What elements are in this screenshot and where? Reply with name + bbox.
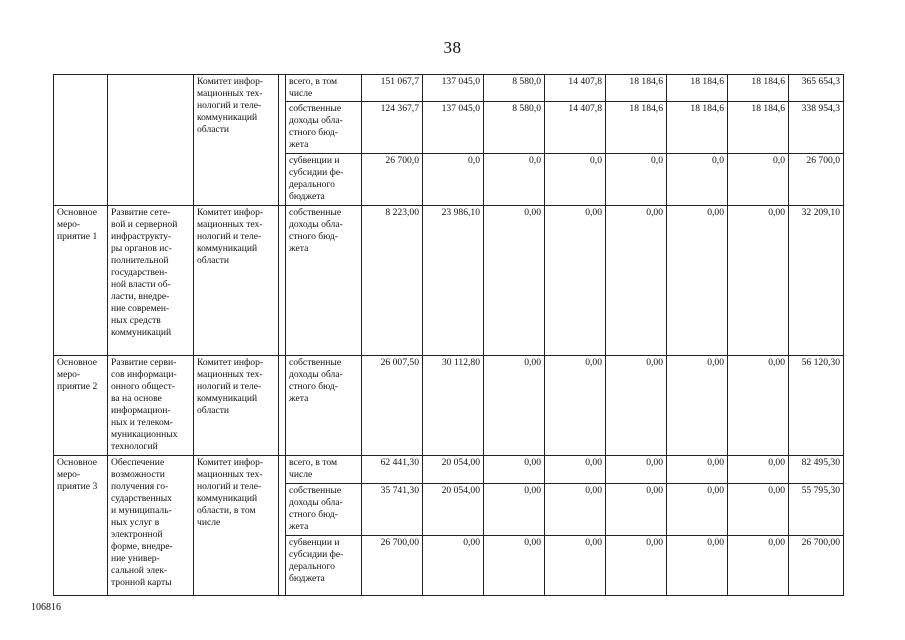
funding-source-cell: [286, 356, 362, 456]
value-cell: 18 184,6: [667, 102, 728, 154]
value-cell: 0,00: [667, 456, 728, 484]
value-cell: 0,0: [484, 154, 545, 206]
value-cell: 137 045,0: [423, 75, 484, 102]
executor-cell-text: Комитет инфор- мационных тех- нологий и теле- коммуникаций области: [197, 76, 264, 135]
value-cell: 0,00: [606, 484, 667, 536]
measure-cell: [54, 75, 108, 206]
value-cell: 23 986,10: [423, 206, 484, 356]
divider-cell: [279, 356, 286, 456]
value-cell: 0,00: [728, 356, 789, 456]
value-cell: 14 407,8: [545, 102, 606, 154]
value-cell: 26 007,50: [362, 356, 423, 456]
value-cell: 0,00: [545, 356, 606, 456]
total-value-cell: 56 120,30: [789, 356, 844, 456]
value-cell: 26 700,0: [362, 154, 423, 206]
funding-source-text: субвенции и субсидии фе- дерального бюджета: [289, 537, 344, 584]
measure-title-cell: [108, 206, 194, 356]
value-cell: 0,00: [545, 456, 606, 484]
value-cell: 18 184,6: [606, 75, 667, 102]
funding-source-cell: [286, 75, 362, 102]
value-cell: 18 184,6: [728, 75, 789, 102]
table-row: [54, 75, 844, 102]
total-value-cell: 26 700,0: [789, 154, 844, 206]
funding-source-cell: [286, 154, 362, 206]
funding-source-text: всего, в том числе: [289, 76, 338, 99]
value-cell: 124 367,7: [362, 102, 423, 154]
measure-cell-text: Основное меро- приятие 3: [57, 457, 98, 492]
divider-cell: [279, 75, 286, 206]
value-cell: 18 184,6: [606, 102, 667, 154]
executor-cell-text: Комитет инфор- мационных тех- нологий и теле- коммуникаций области: [197, 207, 264, 266]
funding-source-text: субвенции и субсидии фе- дерального бюджета: [289, 155, 344, 202]
value-cell: 0,00: [728, 456, 789, 484]
measure-cell-text: Основное меро- приятие 2: [57, 357, 98, 392]
measure-title-cell-text: Развитие сете- вой и серверной инфраструкту- ры органов ис- полнительной государствен- ной власти об- ласти, внедре- ние современ- ных средств коммуникаций: [111, 207, 178, 338]
value-cell: 0,0: [667, 154, 728, 206]
value-cell: 18 184,6: [667, 75, 728, 102]
funding-source-cell: [286, 484, 362, 536]
divider-cell: [279, 456, 286, 596]
funding-source-text: собственные доходы обла- стного бюд- жета: [289, 103, 343, 150]
value-cell: 8 580,0: [484, 102, 545, 154]
measure-cell: [54, 206, 108, 356]
measure-title-cell-text: Развитие серви- сов информаци- онного общест- ва на основе информацион- ных и телеком- муникационных технологий: [111, 357, 178, 452]
value-cell: 0,00: [667, 484, 728, 536]
executor-cell: [194, 456, 279, 596]
budget-table: [53, 74, 844, 596]
value-cell: 26 700,00: [362, 536, 423, 596]
value-cell: 0,0: [728, 154, 789, 206]
total-value-cell: 365 654,3: [789, 75, 844, 102]
total-value-cell: 26 700,00: [789, 536, 844, 596]
measure-title-cell: [108, 356, 194, 456]
divider-cell: [279, 206, 286, 356]
value-cell: 0,0: [606, 154, 667, 206]
value-cell: 18 184,6: [728, 102, 789, 154]
total-value-cell: 55 795,30: [789, 484, 844, 536]
value-cell: 0,00: [728, 536, 789, 596]
value-cell: 0,00: [606, 356, 667, 456]
value-cell: 0,00: [545, 484, 606, 536]
funding-source-cell: [286, 456, 362, 484]
value-cell: 0,00: [667, 536, 728, 596]
table-row: [54, 206, 844, 356]
page-number: 38: [443, 38, 462, 57]
value-cell: 137 045,0: [423, 102, 484, 154]
value-cell: 0,00: [606, 206, 667, 356]
executor-cell-text: Комитет инфор- мационных тех- нологий и теле- коммуникаций области: [197, 357, 264, 416]
measure-cell: [54, 356, 108, 456]
measure-title-cell: [108, 456, 194, 596]
value-cell: 0,0: [423, 154, 484, 206]
value-cell: 0,00: [423, 536, 484, 596]
document-code: 106816: [31, 602, 61, 613]
executor-cell: [194, 206, 279, 356]
funding-source-cell: [286, 536, 362, 596]
value-cell: 8 580,0: [484, 75, 545, 102]
measure-cell: [54, 456, 108, 596]
funding-source-cell: [286, 206, 362, 356]
value-cell: 0,00: [728, 484, 789, 536]
value-cell: 0,00: [606, 456, 667, 484]
measure-cell-text: Основное меро- приятие 1: [57, 207, 98, 242]
value-cell: 0,00: [484, 356, 545, 456]
value-cell: 20 054,00: [423, 456, 484, 484]
executor-cell-text: Комитет инфор- мационных тех- нологий и теле- коммуникаций области, в том числе: [197, 457, 264, 528]
value-cell: 8 223,00: [362, 206, 423, 356]
value-cell: 20 054,00: [423, 484, 484, 536]
total-value-cell: 32 209,10: [789, 206, 844, 356]
total-value-cell: 338 954,3: [789, 102, 844, 154]
value-cell: 0,00: [545, 536, 606, 596]
value-cell: 0,00: [606, 536, 667, 596]
executor-cell: [194, 356, 279, 456]
table-row: [54, 356, 844, 456]
table-row: [54, 456, 844, 484]
value-cell: 0,00: [484, 536, 545, 596]
value-cell: 0,00: [667, 206, 728, 356]
funding-source-cell: [286, 102, 362, 154]
value-cell: 151 067,7: [362, 75, 423, 102]
total-value-cell: 82 495,30: [789, 456, 844, 484]
executor-cell: [194, 75, 279, 206]
value-cell: 35 741,30: [362, 484, 423, 536]
value-cell: 0,00: [728, 206, 789, 356]
value-cell: 0,00: [484, 456, 545, 484]
value-cell: 30 112,80: [423, 356, 484, 456]
funding-source-text: собственные доходы обла- стного бюд- жета: [289, 485, 343, 532]
funding-source-text: собственные доходы обла- стного бюд- жета: [289, 357, 343, 404]
value-cell: 62 441,30: [362, 456, 423, 484]
measure-title-cell: [108, 75, 194, 206]
value-cell: 0,0: [545, 154, 606, 206]
funding-source-text: всего, в том числе: [289, 457, 338, 480]
value-cell: 0,00: [484, 206, 545, 356]
value-cell: 0,00: [667, 356, 728, 456]
funding-source-text: собственные доходы обла- стного бюд- жета: [289, 207, 343, 254]
measure-title-cell-text: Обеспечение возможности получения го- сударственных и муниципаль- ных услуг в электронной форме, внедре- ние универ- сальной элек- тронной карты: [111, 457, 173, 588]
value-cell: 0,00: [484, 484, 545, 536]
value-cell: 14 407,8: [545, 75, 606, 102]
value-cell: 0,00: [545, 206, 606, 356]
